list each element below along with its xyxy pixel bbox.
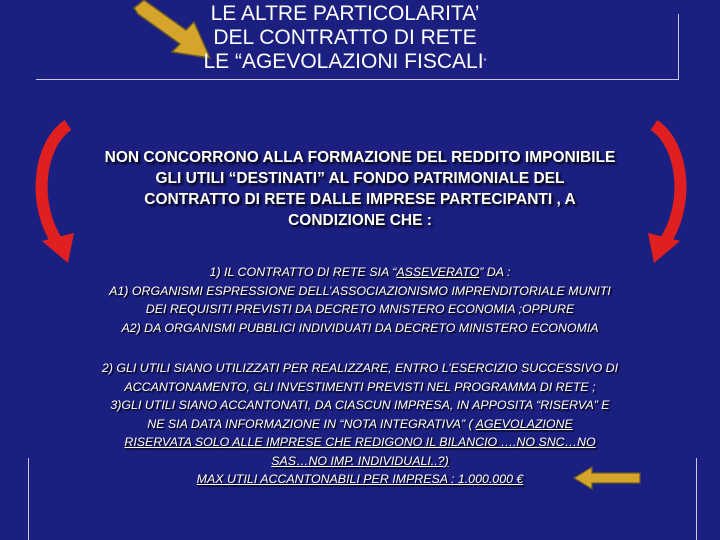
- frame-line: [678, 14, 679, 80]
- main-statement: [55, 147, 665, 231]
- text-line: A2) DA ORGANISMI PUBBLICI INDIVIDUATI DA DECRETO MINISTERO ECONOMIA: [121, 320, 599, 335]
- frame-line: [28, 458, 29, 540]
- statement-line: GLI UTILI “DESTINATI” AL FONDO PATRIMONIALE DEL: [155, 170, 565, 187]
- title-line: LE “AGEVOLAZIONI FISCALI”: [203, 50, 487, 73]
- text-line: 1) IL CONTRATTO DI RETE SIA “ASSEVERATO” DA :: [209, 265, 511, 279]
- title-line: DEL CONTRATTO DI RETE: [213, 26, 477, 49]
- text-line: ACCANTONAMENTO, GLI INVESTIMENTI PREVISTI NEL PROGRAMMA DI RETE ;: [124, 379, 596, 394]
- statement-line: NON CONCORRONO ALLA FORMAZIONE DEL REDDITO IMPONIBILE: [104, 149, 616, 166]
- frame-line: [696, 458, 697, 540]
- title-divider: [36, 79, 679, 80]
- text-line: DEI REQUISITI PREVISTI DA DECRETO MNISTERO ECONOMIA ;OPPURE: [145, 302, 575, 316]
- text-line: NE SIA DATA INFORMAZIONE IN “NOTA INTEGRATIVA” ( AGEVOLAZIONE: [147, 416, 573, 431]
- text-line: SAS…NO IMP. INDIVIDUALI..?): [271, 453, 449, 468]
- text-line: MAX UTILI ACCANTONABILI PER IMPRESA : 1.000.000 €: [196, 472, 524, 486]
- statement-line: CONDIZIONE CHE :: [288, 212, 432, 229]
- title-line: LE ALTRE PARTICOLARITA’: [210, 2, 480, 25]
- condition-1: [40, 263, 680, 337]
- statement-line: CONTRATTO DI RETE DALLE IMPRESE PARTECIPANTI , A: [144, 191, 576, 208]
- gold-arrow-icon: [572, 466, 642, 490]
- text-line: 3)GLI UTILI SIANO ACCANTONATI, DA CIASCUN IMPRESA, IN APPOSITA “RISERVA” E: [110, 398, 610, 412]
- slide-title: [200, 2, 490, 74]
- text-line: A1) ORGANISMI ESPRESSIONE DELL’ASSOCIAZIONISMO IMPRENDITORIALE MUNITI: [109, 283, 611, 298]
- text-line: 2) GLI UTILI SIANO UTILIZZATI PER REALIZZARE, ENTRO L’ESERCIZIO SUCCESSIVO DI: [101, 361, 619, 375]
- text-line: RISERVATA SOLO ALLE IMPRESE CHE REDIGONO IL BILANCIO ….NO SNC…NO: [124, 435, 596, 449]
